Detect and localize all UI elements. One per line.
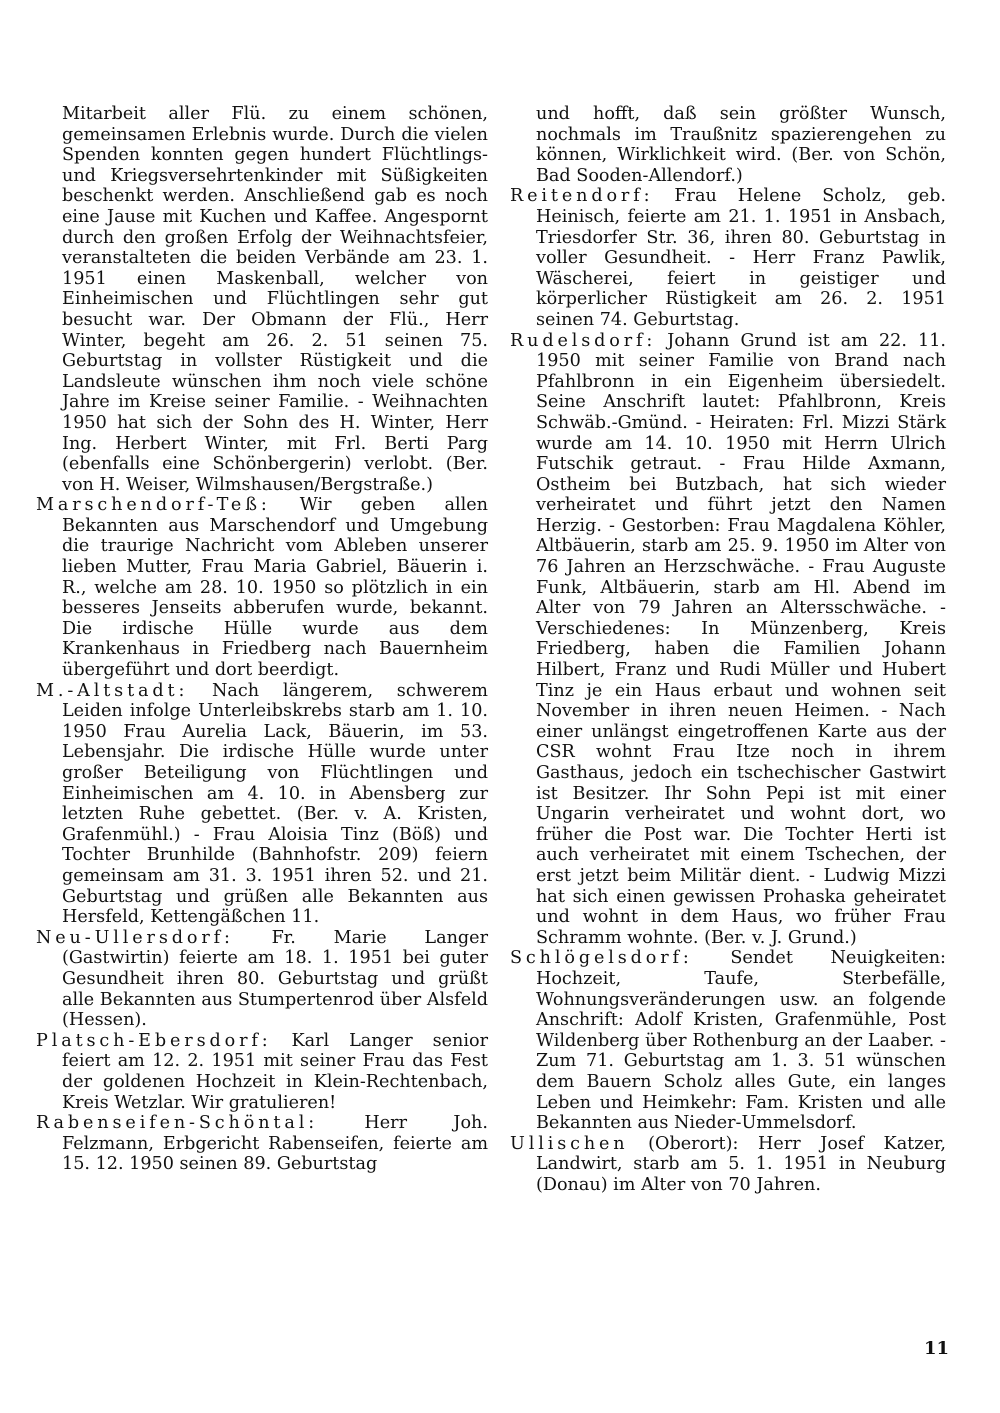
news-entry — [36, 1031, 488, 1113]
place-name: Platsch-Ebersdorf: — [36, 1030, 272, 1051]
entry-text: Nach längerem, schwerem Leiden infolge Unterleibskrebs starb am 1. 10. 1950 Frau Aurelia Lack, Bäuerin, im 53. Lebensjahr. Die irdische Hülle wurde unter großer Beteiligung von Flüchtlingen und Einheimischen am 4. 10. in Abensberg zur letzten Ruhe gebettet. (Ber. v. A. Kristen, Grafenmühl.) - Frau Aloisia Tinz (Böß) und Tochter Brunhilde (Bahnhofstr. 209) feiern gemeinsam am 31. 3. 1951 ihren 52. und 21. Geburtstag und grüßen alle Bekannten aus Hersfeld, Kettengäßchen 11. — [62, 680, 488, 928]
news-entry — [36, 1113, 488, 1175]
entry-text: Frau Helene Scholz, geb. Heinisch, feierte am 21. 1. 1951 in Ansbach, Triesdorfer Str. 36, ihren 80. Geburtstag in voller Gesundheit. - Herr Franz Pawlik, Wäscherei, feiert in geistiger und körperlicher Rüstigkeit am 26. 2. 1951 seinen 74. Geburtstag. — [536, 186, 946, 330]
news-entry — [510, 948, 946, 1133]
right-continuation-paragraph: und hofft, daß sein größter Wunsch, nochmals im Traußnitz spazierengehen zu können, Wirklichkeit wird. (Ber. von Schön, Bad Sooden-Allendorf.) — [536, 104, 946, 186]
place-name: Schlögelsdorf: — [510, 948, 693, 969]
entry-text: Karl Langer senior feiert am 12. 2. 1951 mit seiner Frau das Fest der goldenen Hochzeit in Klein-Rechtenbach, Kreis Wetzlar. Wir gratulieren! — [62, 1030, 488, 1113]
place-name: Reitendorf: — [510, 186, 654, 207]
news-entry — [510, 186, 946, 330]
entry-text: Herr Joh. Felzmann, Erbgericht Rabenseifen, feierte am 15. 12. 1950 seinen 89. Geburtstag — [62, 1113, 488, 1175]
entry-text: Sendet Neuigkeiten: Hochzeit, Taufe, Sterbefälle, Wohnungsveränderungen usw. an folgende Anschrift: Adolf Kristen, Grafenmühle, Post Wildenberg über Rothenburg an der Laaber. - Zum 71. Geburtstag am 1. 3. 51 wünschen dem Bauern Scholz alles Gute, ein langes Leben und Heimkehr: Fam. Kristen und alle Bekannten aus Nieder-Ummelsdorf. — [536, 948, 946, 1134]
place-name: M.-Altstadt: — [36, 680, 189, 701]
right-column — [510, 104, 946, 1195]
place-name: Ullischen — [510, 1133, 629, 1154]
left-intro-paragraph: Mitarbeit aller Flü. zu einem schönen, gemeinsamen Erlebnis wurde. Durch die vielen Spenden konnten gegen hundert Flüchtlings- und Kriegsversehrtenkinder mit Süßigkeiten beschenkt werden. Anschließend gab es noch eine Jause mit Kuchen und Kaffee. Angespornt durch den großen Erfolg der Weihnachtsfeier, veranstalteten die beiden Verbände am 23. 1. 1951 einen Maskenball, welcher von Einheimischen und Flüchtlingen sehr gut besucht war. Der Obmann der Flü., Herr Winter, begeht am 26. 2. 51 seinen 75. Geburtstag in vollster Rüstigkeit und die Landsleute wünschen ihm noch viele schöne Jahre im Kreise seiner Familie. - Weihnachten 1950 hat sich der Sohn des H. Winter, Herr Ing. Herbert Winter, mit Frl. Berti Parg (ebenfalls eine Schönbergerin) verlobt. (Ber. von H. Weiser, Wilmshausen/Bergstraße.) — [62, 104, 488, 495]
entry-text: Johann Grund ist am 22. 11. 1950 mit seiner Familie von Brand nach Pfahlbronn in ein Eigenheim übersiedelt. Seine Anschrift lautet: Pfahlbronn, Kreis Schwäb.-Gmünd. - Heiraten: Frl. Mizzi Stärk wurde am 14. 10. 1950 mit Herrn Ulrich Futschik getraut. - Frau Hilde Axmann, Ostheim bei Butzbach, hat sich wieder verheiratet und führt jetzt den Namen Herzig. - Gestorben: Frau Magdalena Köhler, Altbäuerin, starb am 25. 9. 1950 im Alter von 76 Jahren an Herzschwäche. - Frau Auguste Funk, Altbäuerin, starb am Hl. Abend im Alter von 79 Jahren an Altersschwäche. - Verschiedenes: In Münzenberg, Kreis Friedberg, haben die Familien Johann Hilbert, Franz und Rudi Müller und Hubert Tinz je ein Haus erbaut und wohnen seit November in ihren neuen Heimen. - Nach einer unlängst eingetroffenen Karte aus der CSR wohnt Frau Itze noch in ihrem Gasthaus, jedoch ein tschechischer Gastwirt ist Besitzer. Ihr Sohn Pepi ist mit einer Ungarin verheiratet und wohnt dort, wo früher die Post war. Die Tochter Herti ist auch verheiratet mit einem Tschechen, der erst jetzt beim Militär dient. - Ludwig Mizzi hat sich einen gewissen Prohaska geheiratet und wohnt in dem Haus, wo früher Frau Schramm wohnte. (Ber. v. J. Grund.) — [536, 330, 946, 948]
news-entry — [36, 681, 488, 928]
place-name: Rudelsdorf: — [510, 330, 657, 351]
left-column — [36, 104, 488, 1175]
entry-text: (Oberort): Herr Josef Katzer, Landwirt, starb am 5. 1. 1951 in Neuburg (Donau) im Alter von 70 Jahren. — [536, 1133, 946, 1195]
news-entry — [36, 928, 488, 1031]
entry-text: Wir geben allen Bekannten aus Marschendorf und Umgebung die traurige Nachricht vom Ableben unserer lieben Mutter, Frau Maria Gabriel, Bäuerin i. R., welche am 28. 10. 1950 so plötzlich in ein besseres Jenseits abberufen wurde, bekannt. Die irdische Hülle wurde aus dem Krankenhaus in Friedberg nach Bauernheim übergeführt und dort beerdigt. — [62, 495, 488, 681]
page-number: 11 — [924, 1338, 950, 1359]
news-entry — [510, 331, 946, 949]
place-name: Rabenseifen-Schöntal: — [36, 1113, 318, 1134]
place-name: Marschendorf-Teß: — [36, 495, 271, 516]
news-entry — [510, 1134, 946, 1196]
news-entry — [36, 495, 488, 680]
place-name: Neu-Ullersdorf: — [36, 927, 234, 948]
entry-text: Fr. Marie Langer (Gastwirtin) feierte am 18. 1. 1951 bei guter Gesundheit ihren 80. Geburtstag und grüßt alle Bekannten aus Stumpertenrod über Alsfeld (Hessen). — [62, 927, 488, 1031]
